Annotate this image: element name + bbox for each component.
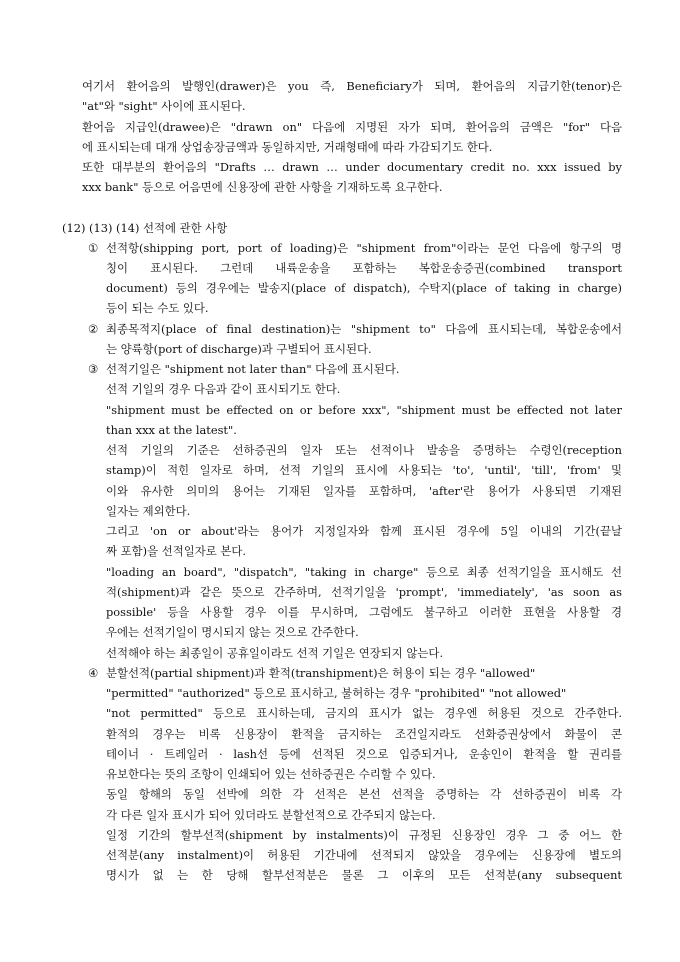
item3-line: 짜 포함)을 선적일자로 본다.	[106, 544, 246, 558]
item3-line: than xxx at the latest".	[106, 423, 237, 437]
item4-line: 일정 기간의 할부선적(shipment by instalments)이 규정된 신용장인 경우 그 중 어느 한	[106, 828, 622, 842]
item2-line: 최종목적지(place of final destination)는 "shipment to" 다음에 표시되는데, 복합운송에서	[106, 322, 622, 336]
item4-line: 선적분(any instalment)이 허용된 기간내에 선적되지 않았을 경우에는 신용장에 별도의	[106, 848, 622, 862]
intro-line: 또한 대부분의 환어음의 "Drafts … drawn … under documentary credit no. xxx issued by	[82, 160, 622, 174]
item4-line: 분할선적(partial shipment)과 환적(transhipment)은 허용이 되는 경우 "allowed"	[106, 666, 536, 680]
item3-line: 선적 기일의 경우 다음과 같이 표시되기도 한다.	[106, 382, 341, 396]
item1-line: 칭이 표시된다. 그런데 내륙운송을 포함하는 복합운송증권(combined transport	[106, 261, 622, 275]
item3-line: possible' 등을 사용할 경우 이를 무시하며, 그럼에도 불구하고 이러한 표현을 사용할 경	[106, 605, 622, 619]
item3-line: 우에는 선적기일이 명시되지 않는 것으로 간주한다.	[106, 625, 359, 639]
item3-line: 그리고 'on or about'라는 용어가 지정일자와 함께 표시된 경우에 5일 이내의 기간(끝날	[106, 524, 622, 538]
item4-line: 환적의 경우는 비록 신용장이 환적을 금지하는 조건일지라도 선화증권상에서 화물이 콘	[106, 727, 622, 741]
item3-line: 적(shipment)과 같은 뜻으로 간주하며, 선적기일을 'prompt', 'immediately', 'as soon as	[106, 585, 622, 599]
intro-line: 에 표시되는데 대개 상업송장금액과 동일하지만, 거래형태에 따라 가감되기도 한다.	[82, 140, 493, 154]
item-marker-4: ④	[88, 666, 99, 680]
item4-line: 명시가 없 는 한 당해 할부선적분은 물론 그 이후의 모든 선적분(any subsequent	[106, 868, 622, 882]
item4-line: 각 다른 일자 표시가 되어 있더라도 분할선적으로 간주되지 않는다.	[106, 808, 436, 822]
intro-line: 환어음 지급인(drawee)은 "drawn on" 다음에 지명된 자가 되며, 환어음의 금액은 "for" 다음	[82, 120, 622, 134]
item4-line: 유보한다는 뜻의 조항이 인쇄되어 있는 선하증권은 수리할 수 있다.	[106, 767, 436, 781]
item3-line: stamp)이 적힌 일자로 하며, 선적 기일의 표시에 사용되는 'to', 'until', 'till', 'from' 및	[106, 463, 622, 477]
item1-line: document) 등의 경우에는 발송지(place of dispatch), 수탁지(place of taking in charge)	[106, 281, 622, 295]
intro-line: "at"와 "sight" 사이에 표시된다.	[82, 99, 246, 113]
item3-line: "loading an board", "dispatch", "taking in charge" 등으로 최종 선적기일을 표시해도 선	[106, 565, 622, 579]
item3-line: 선적 기일의 기준은 선하증권의 일자 또는 선적이나 발송을 증명하는 수령인(reception	[106, 443, 622, 457]
item4-line: 테이너 · 트레일러 · lash선 등에 선적된 것으로 입증되거나, 운송인이 환적을 할 권리를	[106, 747, 622, 761]
item-marker-3: ③	[88, 362, 99, 376]
item-marker-2: ②	[88, 322, 99, 336]
item3-line: "shipment must be effected on or before xxx", "shipment must be effected not later	[106, 403, 622, 417]
intro-line: 여기서 환어음의 발행인(drawer)은 you 즉, Beneficiary가 되며, 환어음의 지급기한(tenor)은	[82, 79, 622, 93]
item3-line: 선적기일은 "shipment not later than" 다음에 표시된다.	[106, 362, 400, 376]
item4-line: "permitted" "authorized" 등으로 표시하고, 불허하는 경우 "prohibited" "not allowed"	[106, 686, 567, 700]
intro-line: xxx bank" 등으로 어음면에 신용장에 관한 사항을 기재하도록 요구한다.	[82, 180, 443, 194]
item3-line: 선적해야 하는 최종일이 공휴일이라도 선적 기일은 연장되지 않는다.	[106, 646, 444, 660]
item4-line: "not permitted" 등으로 표시하는데, 금지의 표시가 없는 경우엔 허용된 것으로 간주한다.	[106, 706, 622, 720]
item-marker-1: ①	[88, 241, 99, 255]
section-heading: (12) (13) (14) 선적에 관한 사항	[62, 221, 228, 235]
item4-line: 동일 항해의 동일 선박에 의한 각 선적은 본선 선적을 증명하는 각 선하증권이 비록 각	[106, 787, 622, 801]
item3-line: 이와 유사한 의미의 용어는 기재된 일자를 포함하며, 'after'란 용어가 사용되면 기재된	[106, 484, 622, 498]
item3-line: 일자는 제외한다.	[106, 504, 191, 518]
item2-line: 는 양륙항(port of discharge)과 구별되어 표시된다.	[106, 342, 372, 356]
item1-line: 선적항(shipping port, port of loading)은 "shipment from"이라는 문언 다음에 항구의 명	[106, 241, 622, 255]
item1-line: 등이 되는 수도 있다.	[106, 301, 209, 315]
